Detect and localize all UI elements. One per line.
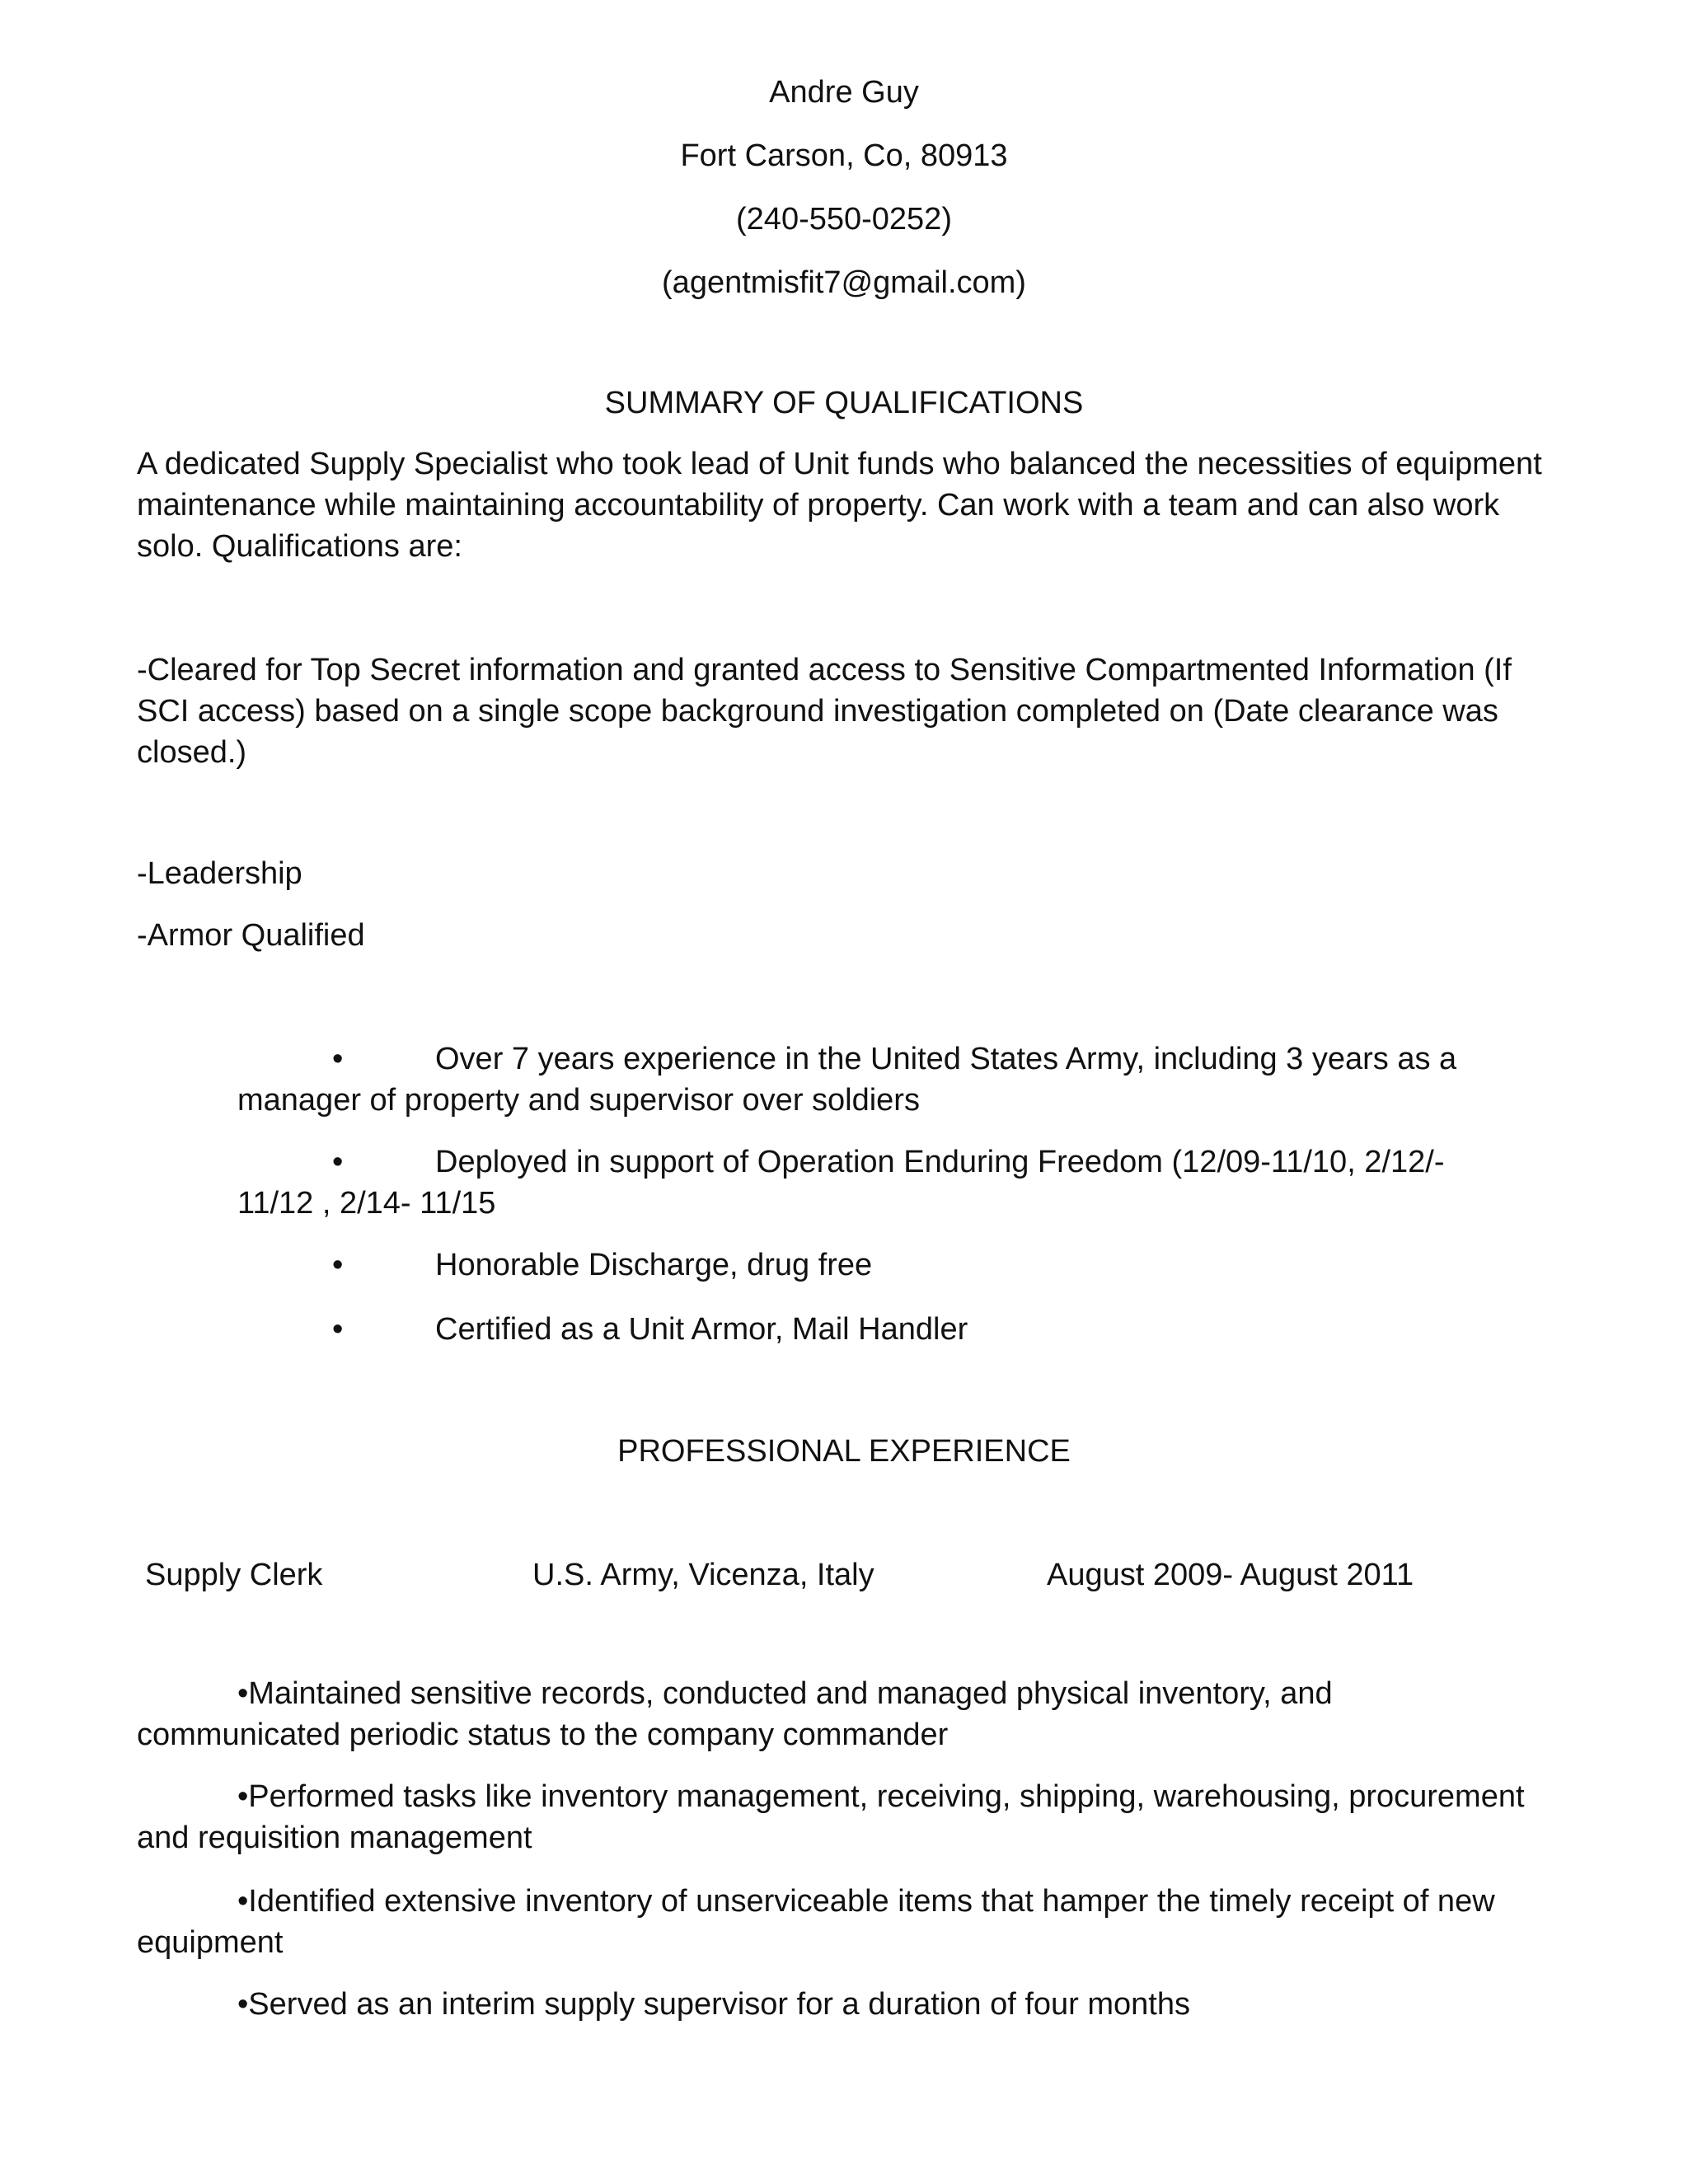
- bullet-icon: •: [332, 1145, 344, 1179]
- qualification-leadership: -Leadership: [137, 856, 302, 891]
- job-title: Supply Clerk: [145, 1558, 323, 1592]
- clearance-statement: -Cleared for Top Secret information and granted access to Sensitive Compartmented Information (If SCI access) based on a single scope background investigation completed on (Date clearance was closed.): [137, 653, 1512, 770]
- qualification-bullet-1: Over 7 years experience in the United States Army, including 3 years as a manager of property and supervisor over soldiers: [237, 1042, 1457, 1118]
- candidate-email: (agentmisfit7@gmail.com): [662, 265, 1026, 300]
- candidate-name: Andre Guy: [769, 75, 919, 110]
- bullet-icon: •: [332, 1042, 344, 1076]
- job-duty-4: •Served as an interim supply supervisor for a duration of four months: [237, 1987, 1190, 2022]
- job-duty-2: •Performed tasks like inventory management, receiving, shipping, warehousing, procurement and requisition management: [137, 1779, 1525, 1855]
- qualification-armor: -Armor Qualified: [137, 918, 365, 953]
- qualification-bullet-3: Honorable Discharge, drug free: [435, 1248, 873, 1282]
- job-duty-3: •Identified extensive inventory of unserviceable items that hamper the timely receipt of new equipment: [137, 1884, 1495, 1960]
- job-duty-1: •Maintained sensitive records, conducted and managed physical inventory, and communicated periodic status to the company commander: [137, 1676, 1333, 1752]
- qualification-bullet-2: Deployed in support of Operation Enduring Freedom (12/09-11/10, 2/12/- 11/12 , 2/14- 11/15: [237, 1145, 1445, 1221]
- bullet-icon: •: [332, 1248, 344, 1282]
- job-dates: August 2009- August 2011: [1047, 1558, 1414, 1592]
- experience-heading: PROFESSIONAL EXPERIENCE: [617, 1434, 1071, 1469]
- bullet-icon: •: [332, 1312, 344, 1347]
- candidate-phone: (240-550-0252): [736, 202, 952, 237]
- candidate-address: Fort Carson, Co, 80913: [680, 138, 1008, 173]
- qualification-bullet-4: Certified as a Unit Armor, Mail Handler: [435, 1312, 968, 1347]
- summary-intro: A dedicated Supply Specialist who took lead of Unit funds who balanced the necessities of equipment maintenance while maintaining accountability of property. Can work with a team and can also work solo. Qualifications are:: [137, 447, 1542, 564]
- job-employer: U.S. Army, Vicenza, Italy: [532, 1558, 874, 1592]
- summary-heading: SUMMARY OF QUALIFICATIONS: [604, 386, 1084, 420]
